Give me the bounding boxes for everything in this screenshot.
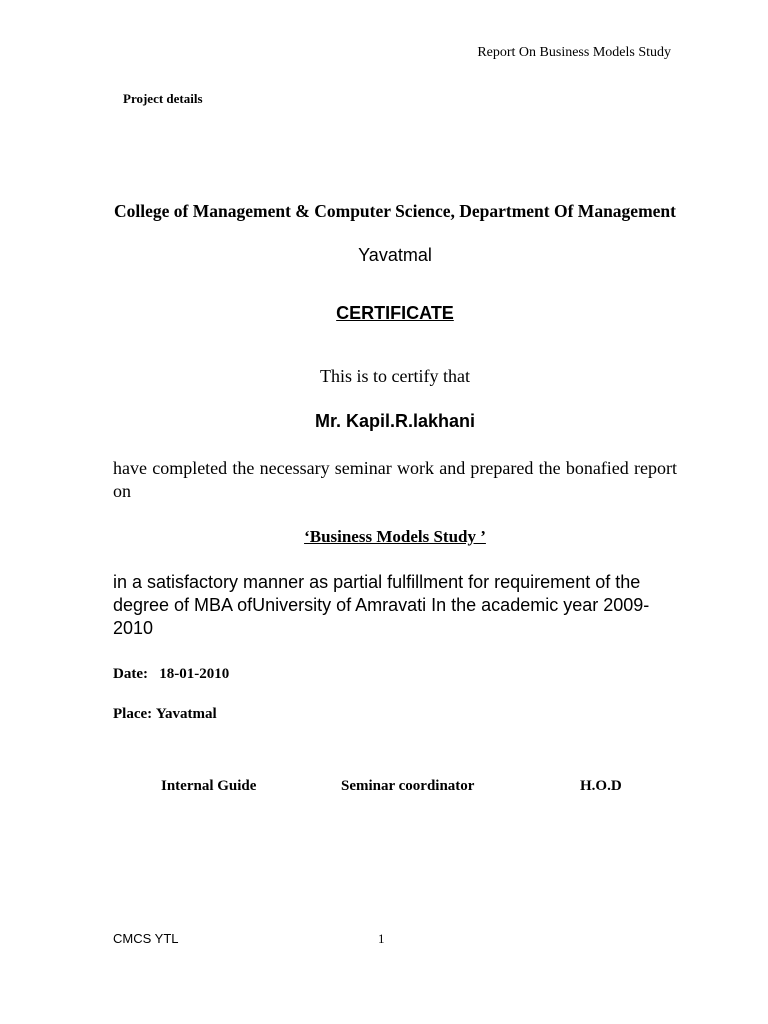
institution-name: College of Management & Computer Science, Department Of Management [114, 201, 676, 221]
running-header: Report On Business Models Study [477, 45, 671, 60]
footer-institution: CMCS YTL [113, 931, 179, 946]
page-number: 1 [378, 931, 385, 946]
place-value: Yavatmal [155, 706, 217, 722]
section-label: Project details [123, 91, 203, 106]
date-value: 18-01-2010 [159, 666, 230, 682]
certify-statement: This is to certify that [320, 366, 470, 386]
completion-paragraph: have completed the necessary seminar work and prepared the bonafied report on [113, 458, 677, 501]
place-label: Place: [113, 706, 153, 722]
place-line [113, 706, 217, 723]
certificate-title: CERTIFICATE [336, 303, 454, 323]
candidate-name: Mr. Kapil.R.lakhani [314, 411, 476, 431]
date-line [113, 666, 229, 683]
signatory-internal-guide: Internal Guide [161, 778, 257, 794]
date-label: Date: [113, 666, 148, 682]
fulfillment-paragraph: in a satisfactory manner as partial fulfillment for requirement of the degree of MBA ofUniversity of Amravati In the academic year 2009-2010 [113, 572, 650, 638]
institution-city: Yavatmal [358, 245, 432, 265]
signatory-seminar-coordinator: Seminar coordinator [341, 778, 475, 794]
report-title: ‘Business Models Study ’ [304, 527, 486, 546]
signatory-hod: H.O.D [580, 778, 622, 794]
